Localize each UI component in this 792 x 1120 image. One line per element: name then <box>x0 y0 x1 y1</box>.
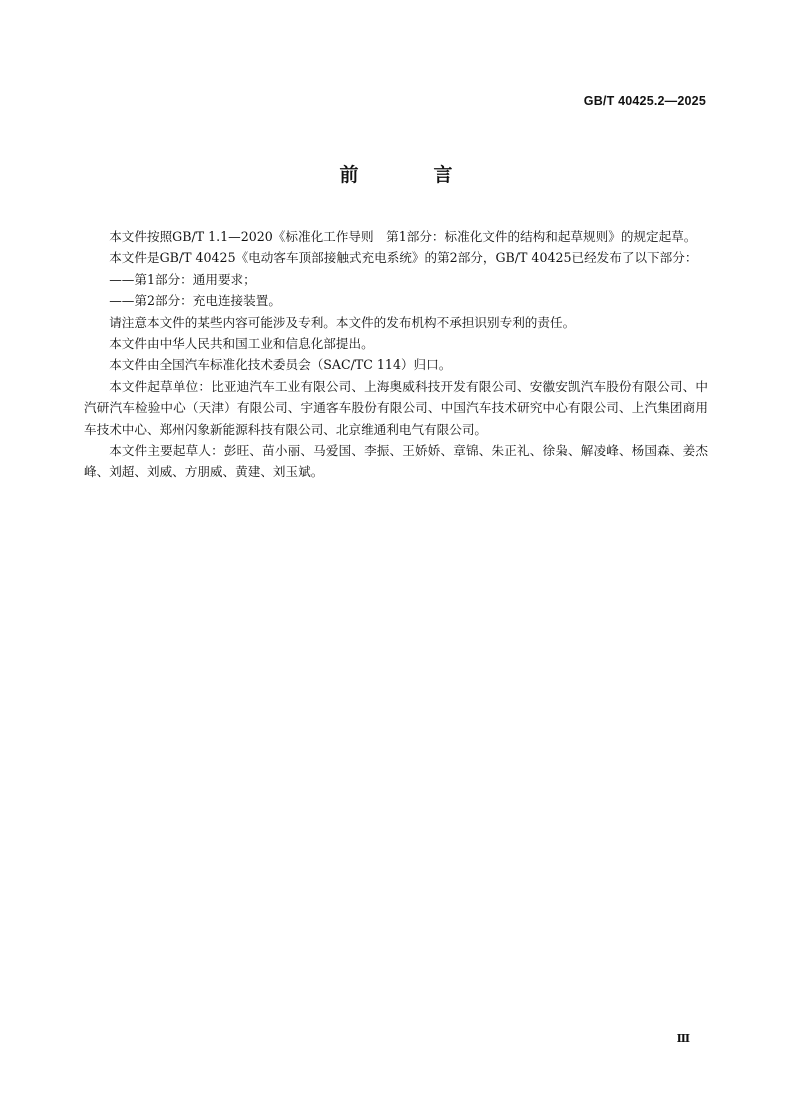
page-number: Ⅲ <box>676 1032 690 1045</box>
paragraph-proposed-by: 本文件由中华人民共和国工业和信息化部提出。 <box>109 336 374 352</box>
list-item-part-2: ——第2部分：充电连接装置。 <box>109 293 281 309</box>
paragraph-drafting-organizations: 本文件起草单位：比亚迪汽车工业有限公司、上海奥威科技开发有限公司、安徽安凯汽车股份有限公司、中汽研汽车检验中心（天津）有限公司、宇通客车股份有限公司、中国汽车技术研究中心有限公司、上汽集团商用车技术中心、郑州闪象新能源科技有限公司、北京维通利电气有限公司。 <box>84 378 708 437</box>
standard-number-header: GB/T 40425.2—2025 <box>583 94 706 108</box>
paragraph-drafting-rules: 本文件按照GB/T 1.1—2020《标准化工作导则 第1部分：标准化文件的结构和起草规则》的规定起草。 <box>109 229 697 244</box>
foreword-body <box>84 226 708 483</box>
paragraph-main-drafters: 本文件主要起草人：彭旺、苗小丽、马爱国、李振、王娇娇、章锦、朱正礼、徐枭、解凌峰、杨国森、姜杰峰、刘超、刘威、方朋威、黄建、刘玉斌。 <box>84 443 708 480</box>
list-item-part-1: ——第1部分：通用要求； <box>109 271 256 287</box>
paragraph-series-parts: 本文件是GB/T 40425《电动客车顶部接触式充电系统》的第2部分，GB/T 40425已经发布了以下部分： <box>109 250 698 266</box>
paragraph-managed-by: 本文件由全国汽车标准化技术委员会（SAC/TC 114）归口。 <box>109 357 452 373</box>
paragraph-patent-notice: 请注意本文件的某些内容可能涉及专利。本文件的发布机构不承担识别专利的责任。 <box>109 314 576 330</box>
page-title: 前 言 <box>339 164 481 186</box>
